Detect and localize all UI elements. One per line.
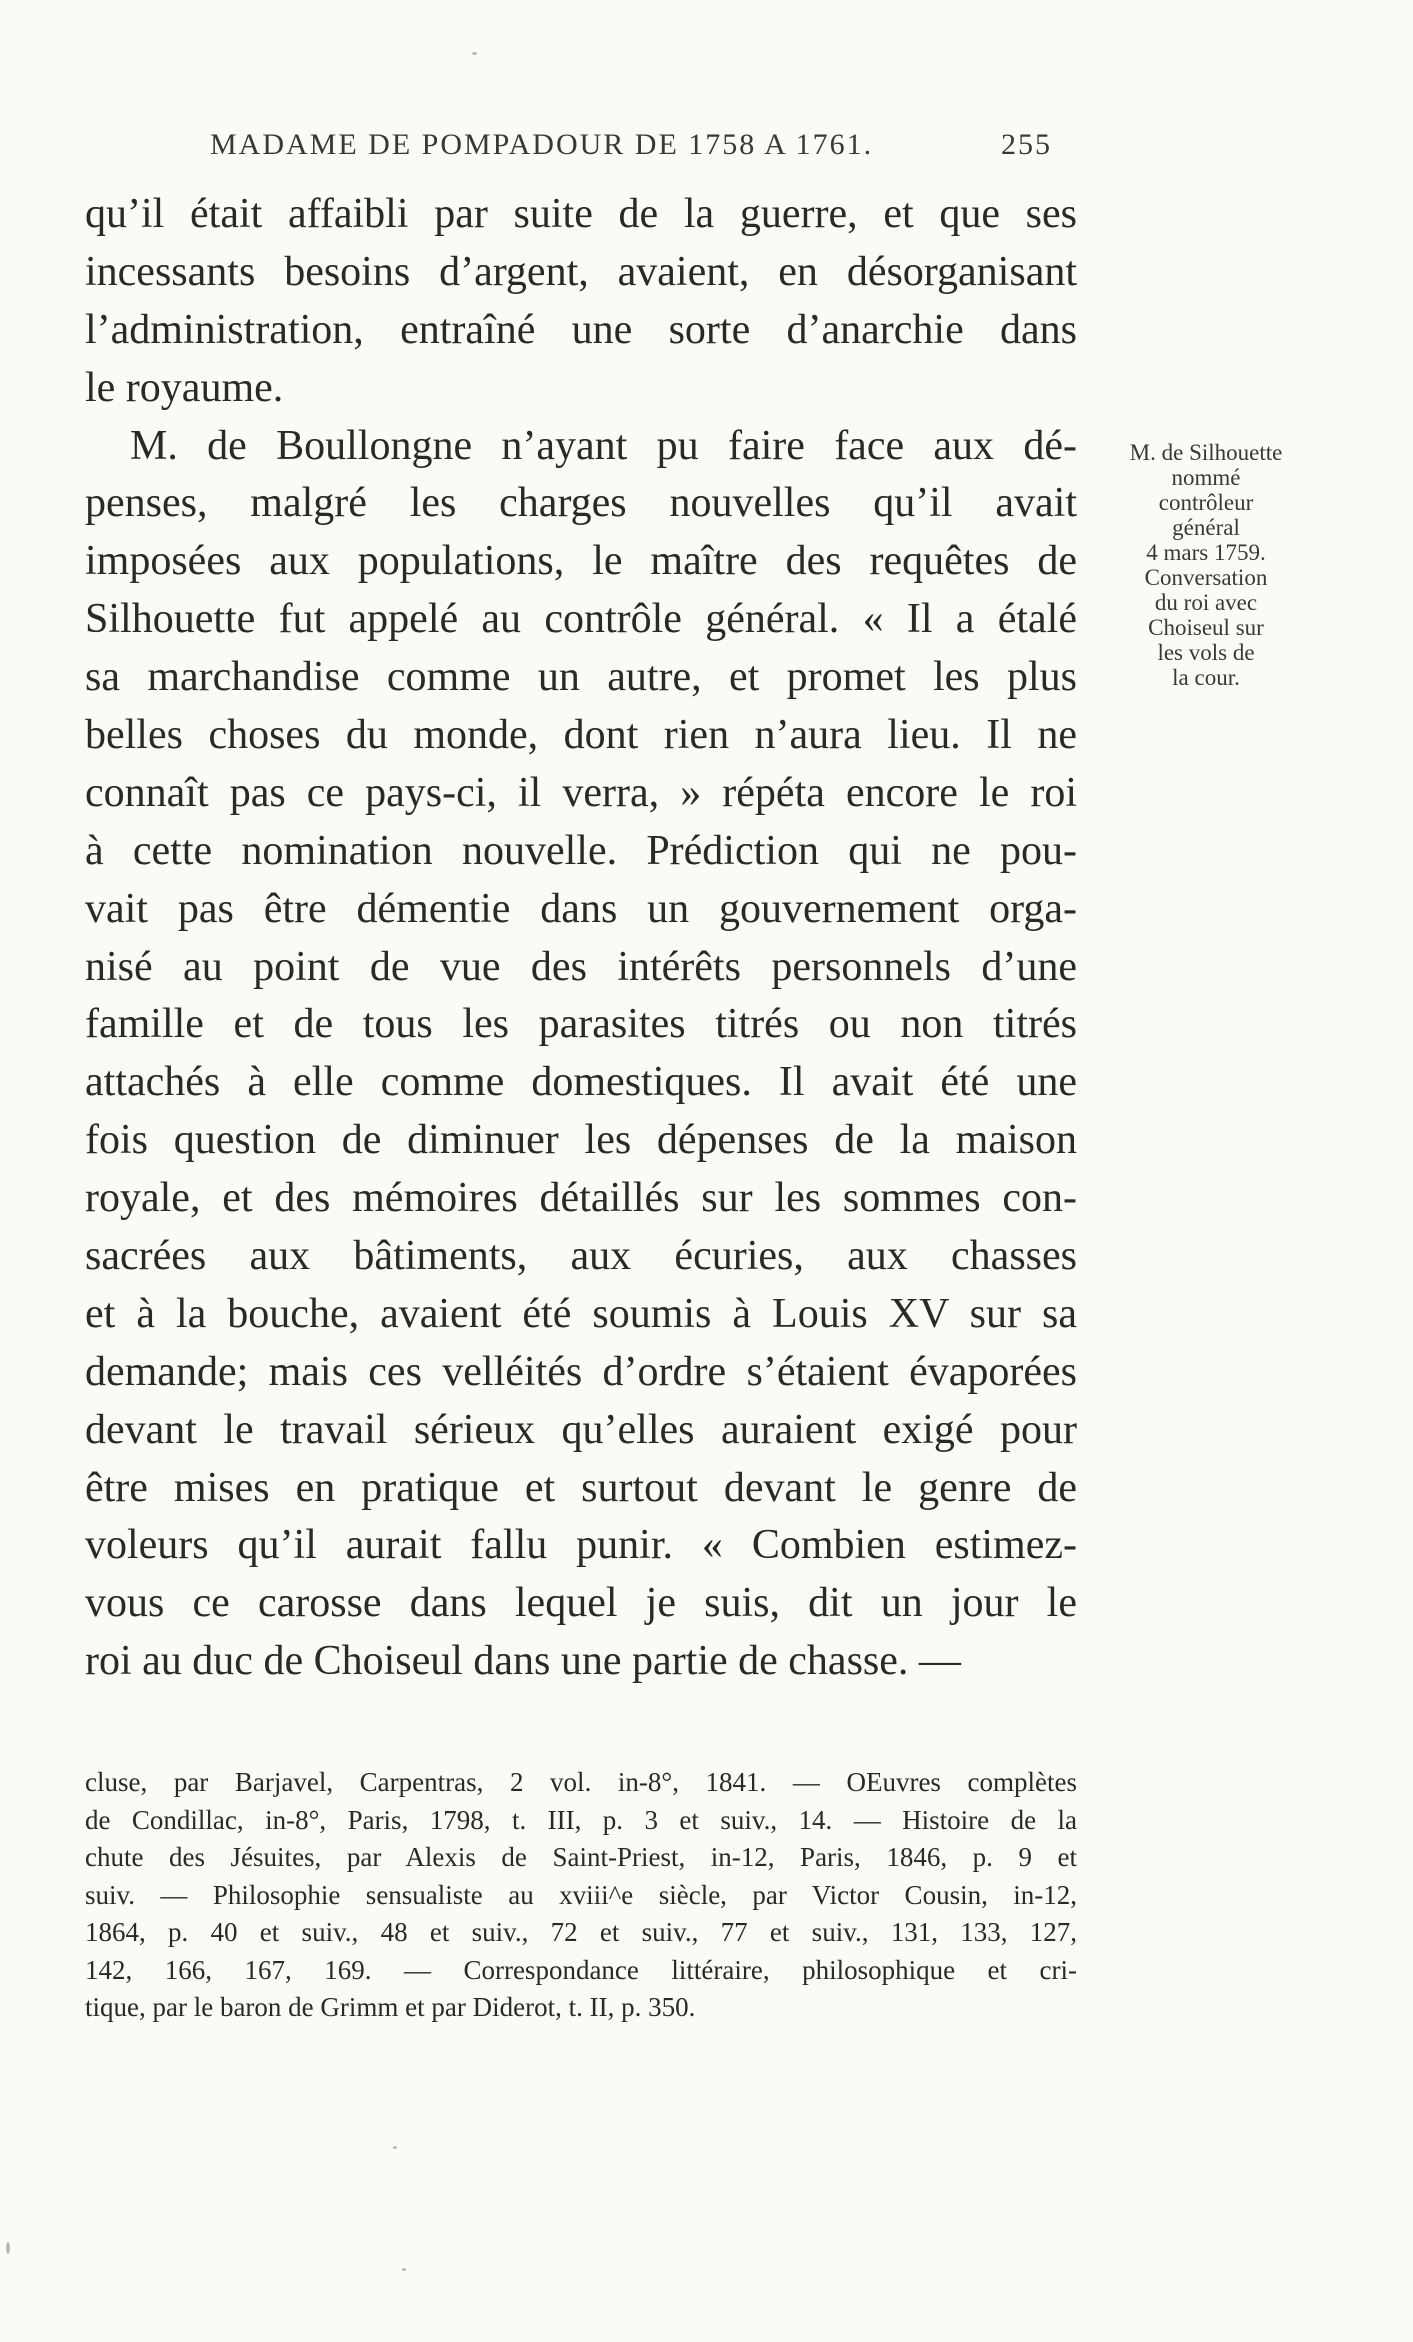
margin-note-line: Choiseul sur [1148,615,1264,640]
footnote-line: cluse, par Barjavel, Carpentras, 2 vol. in-8°, 1841. — OEuvres complètes [85,1767,1077,1797]
text-line: nisé au point de vue des intérêts personnels d’une [85,943,1077,990]
text-line: fois question de diminuer les dépenses de la maison [85,1117,1077,1164]
footnote-line: de Condillac, in-8°, Paris, 1798, t. III, p. 3 et suiv., 14. — Histoire de la [85,1804,1077,1835]
footnote-line: 1864, p. 40 et suiv., 48 et suiv., 72 et suiv., 77 et suiv., 131, 133, 127, [85,1917,1077,1947]
text-line: roi au duc de Choiseul dans une partie de chasse. — [85,1638,961,1685]
text-line: voleurs qu’il aurait fallu punir. « Combien estimez- [85,1522,1077,1569]
text-line: attachés à elle comme domestiques. Il avait été une [85,1059,1077,1106]
margin-note-line: les vols de [1157,640,1255,665]
footnote-line: tique, par le baron de Grimm et par Diderot, t. II, p. 350. [85,1992,696,2022]
paper-speck [472,52,477,55]
text-line: penses, malgré les charges nouvelles qu’il avait [85,480,1077,527]
footnote-line: suiv. — Philosophie sensualiste au xviii^e siècle, par Victor Cousin, in-12, [85,1879,1077,1910]
text-line: M. de Boullongne n’ayant pu faire face aux dé- [130,422,1077,469]
paper-speck [402,2268,406,2271]
margin-note-line: Conversation [1144,565,1268,590]
margin-note [1106,440,1306,690]
margin-note-line: la cour. [1172,665,1240,690]
text-line: connaît pas ce pays-ci, il verra, » répéta encore le roi [85,769,1077,816]
page-number: 255 [1001,128,1052,161]
text-line: Silhouette fut appelé au contrôle général. « Il a étalé [85,596,1077,643]
running-header [210,128,1052,168]
text-line: qu’il était affaibli par suite de la guerre, et que ses [85,191,1077,237]
text-line: imposées aux populations, le maître des requêtes de [85,538,1077,585]
text-line: vait pas être démentie dans un gouvernement orga- [85,885,1077,932]
footnote-line: chute des Jésuites, par Alexis de Saint-Priest, in-12, Paris, 1846, p. 9 et [85,1842,1077,1872]
margin-note-line: 4 mars 1759. [1146,540,1266,565]
text-line: à cette nomination nouvelle. Prédiction qui ne pou- [85,827,1077,874]
text-line: demande; mais ces velléités d’ordre s’étaient évaporées [85,1348,1077,1395]
text-line: être mises en pratique et surtout devant le genre de [85,1464,1077,1511]
text-line: royale, et des mémoires détaillés sur les sommes con- [85,1175,1077,1222]
margin-note-line: M. de Silhouette [1129,440,1283,465]
text-line: l’administration, entraîné une sorte d’anarchie dans [85,306,1077,353]
text-line: devant le travail sérieux qu’elles auraient exigé pour [85,1406,1077,1453]
margin-note-line: général [1172,515,1240,540]
paper-speck [6,2242,10,2254]
margin-note-line: nommé [1171,465,1241,490]
text-line: le royaume. [85,364,284,411]
footnote-line: 142, 166, 167, 169. — Correspondance littéraire, philosophique et cri- [85,1954,1077,1985]
text-line: sacrées aux bâtiments, aux écuries, aux chasses [85,1233,1077,1280]
text-line: sa marchandise comme un autre, et promet les plus [85,654,1077,701]
text-line: incessants besoins d’argent, avaient, en désorganisant [85,248,1077,295]
text-line: belles choses du monde, dont rien n’aura lieu. Il ne [85,712,1077,759]
margin-note-line: du roi avec [1154,590,1258,615]
footnotes [85,1764,1077,2027]
paper-speck [393,2146,397,2149]
text-line: famille et de tous les parasites titrés ou non titrés [85,1001,1077,1048]
text-line: vous ce carosse dans lequel je suis, dit un jour le [85,1580,1077,1627]
body-text [85,186,1077,1691]
margin-note-line: contrôleur [1158,490,1254,515]
text-line: et à la bouche, avaient été soumis à Louis XV sur sa [85,1290,1077,1337]
running-title: MADAME DE POMPADOUR DE 1758 A 1761. [210,128,874,161]
